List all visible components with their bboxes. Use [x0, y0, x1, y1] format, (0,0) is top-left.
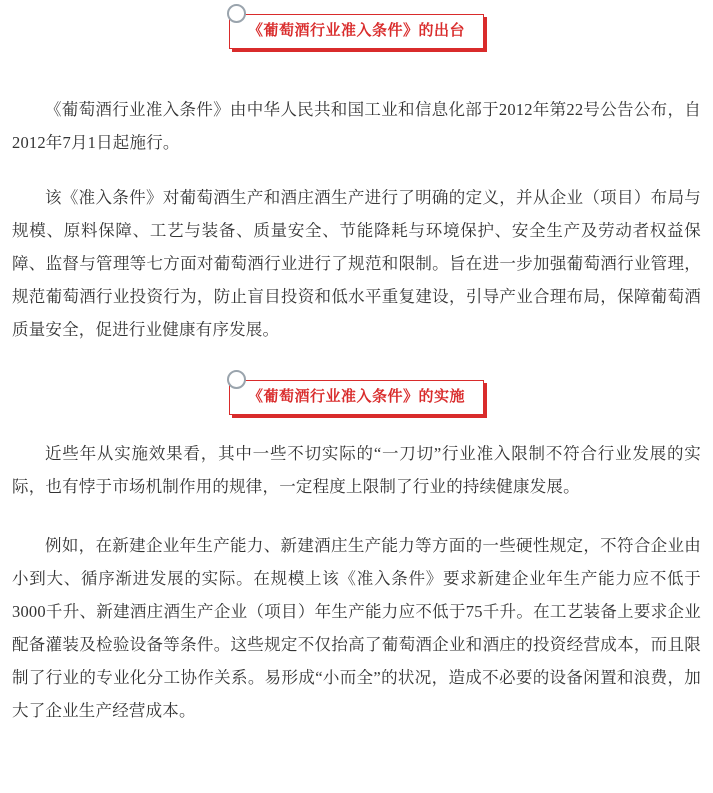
spacer [12, 346, 701, 370]
paragraph: 该《准入条件》对葡萄酒生产和酒庄酒生产进行了明确的定义，并从企业（项目）布局与规模、原料保障、工艺与装备、质量安全、节能降耗与环境保护、安全生产及劳动者权益保障、监督与管理等七方面对葡萄酒行业进行了规范和限制。旨在进一步加强葡萄酒行业管理，规范葡萄酒行业投资行为，防止盲目投资和低水平重复建设，引导产业合理布局，保障葡萄酒质量安全，促进行业健康有序发展。 [12, 188, 701, 339]
pin-icon [227, 4, 246, 23]
heading-badge [229, 14, 484, 49]
heading-label: 《葡萄酒行业准入条件》的实施 [247, 389, 465, 405]
paragraph: 近些年从实施效果看，其中一些不切实际的“一刀切”行业准入限制不符合行业发展的实际，也有悖于市场机制作用的规律，一定程度上限制了行业的持续健康发展。 [12, 444, 701, 496]
paragraph: 例如，在新建企业年生产能力、新建酒庄生产能力等方面的一些硬性规定，不符合企业由小到大、循序渐进发展的实际。在规模上该《准入条件》要求新建企业年生产能力应不低于3000千升、新建酒庄酒生产企业（项目）年生产能力应不低于75千升。在工艺装备上要求企业配备灌装及检验设备等条件。这些规定不仅抬高了葡萄酒企业和酒庄的投资经营成本，而且限制了行业的专业化分工协作关系。易形成“小而全”的状况，造成不必要的设备闲置和浪费，加大了企业生产经营成本。 [12, 536, 701, 720]
heading-label: 《葡萄酒行业准入条件》的出台 [247, 23, 465, 39]
paragraph: 《葡萄酒行业准入条件》由中华人民共和国工业和信息化部于2012年第22号公告公布，自2012年7月1日起施行。 [12, 100, 701, 152]
heading-badge [229, 380, 484, 415]
pin-icon [227, 370, 246, 389]
section-heading-1 [12, 14, 701, 49]
spacer [12, 503, 701, 529]
section-heading-2 [12, 380, 701, 415]
spacer [12, 415, 701, 437]
spacer [12, 159, 701, 181]
spacer [12, 49, 701, 75]
document-page [0, 14, 713, 793]
